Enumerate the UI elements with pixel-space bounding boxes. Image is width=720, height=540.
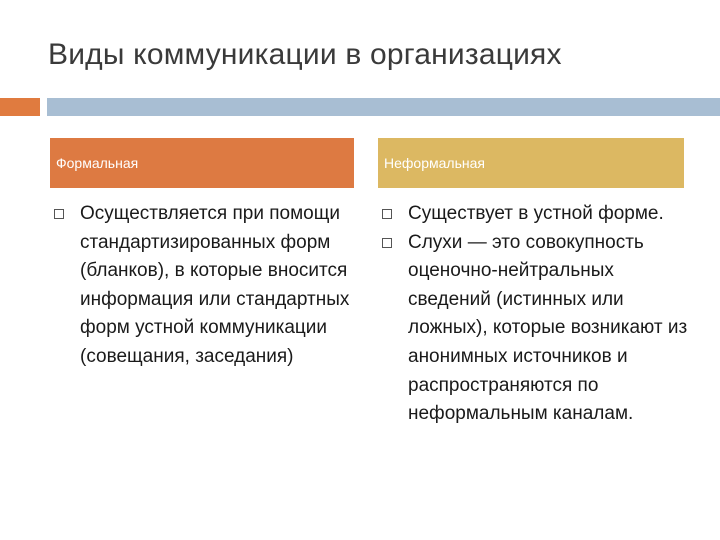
bullet-text: Осуществляется при помощи стандартизированных форм (бланков), в которые вносится информация или стандартных форм устной коммуникации (совещания, заседания): [80, 203, 350, 367]
bullet-item: [382, 229, 692, 429]
column-header-informal-label: Неформальная: [384, 155, 485, 171]
square-bullet-icon: [54, 209, 64, 219]
column-header-formal: [50, 138, 354, 188]
bullet-text: Слухи — это совокупность оценочно-нейтральных сведений (истинных или ложных), которые возникают из анонимных источников и распространяются по неформальным каналам.: [408, 231, 688, 425]
square-bullet-icon: [382, 209, 392, 219]
accent-bar-blue: [47, 98, 720, 116]
column-body-formal: [54, 200, 354, 372]
column-body-informal: [382, 200, 692, 429]
accent-bar-orange: [0, 98, 40, 116]
bullet-item: [382, 200, 692, 229]
slide-title: Виды коммуникации в организациях: [48, 38, 562, 71]
column-header-formal-label: Формальная: [56, 155, 139, 171]
column-header-informal: [378, 138, 684, 188]
bullet-text: Существует в устной форме.: [408, 203, 664, 224]
bullet-item: [54, 200, 354, 372]
square-bullet-icon: [382, 238, 392, 248]
